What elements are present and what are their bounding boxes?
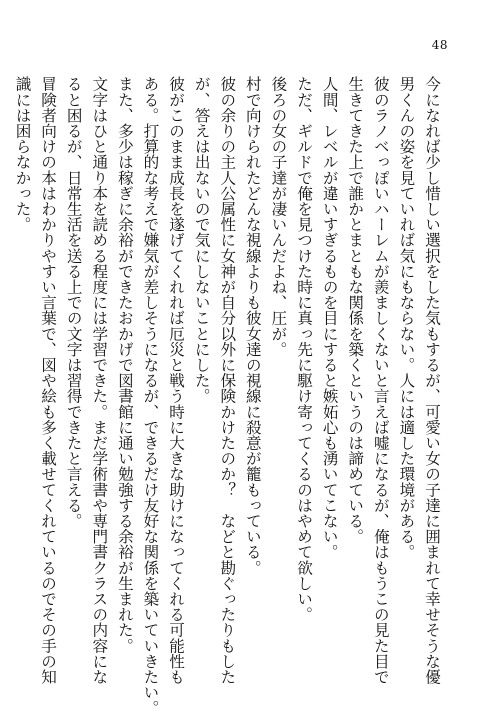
text-line: が、答えは出ないので気にしないことにした。 bbox=[192, 76, 211, 404]
text-line: 彼のラノベっぽいハーレムが羨ましくないと言えば嘘になるが、俺はもうこの見た目で bbox=[371, 76, 390, 685]
vertical-text-body bbox=[9, 76, 444, 716]
text-line: ると困るが、日常生活を送る上での文字は習得できたと言える。 bbox=[64, 76, 83, 529]
text-line: 文字はひと通り本を読める程度には学習できた。まだ学術書や専門書クラスの内容にな bbox=[90, 76, 109, 685]
text-line: 識には困らなかった。 bbox=[13, 76, 32, 232]
page-number: 48 bbox=[431, 38, 448, 52]
text-line: 彼がこのまま成長を遂げてくれれば厄災と戦う時に大きな助けになってくれる可能性も bbox=[167, 76, 186, 685]
text-line: また、多少は稼ぎに余裕ができたおかげで図書館に通い勉強する余裕が生まれた。 bbox=[115, 76, 134, 654]
text-line: 人間、レベルが違いすぎるものを目にすると嫉妬心も湧いてこない。 bbox=[320, 76, 339, 560]
text-line: 彼の余りの主人公属性に女神が自分以外に保険かけたのか？ などと勘ぐったりもした bbox=[218, 76, 237, 685]
text-line: 男くんの姿を見ていれば気にもならない。人には適した環境がある。 bbox=[397, 76, 416, 560]
text-line: 後ろの女の子達が凄いんだよね、圧が。 bbox=[269, 76, 288, 357]
text-line: 生きてきた上で誰かとまともな関係を築くというのは諦めている。 bbox=[346, 76, 365, 544]
text-line: 村で向けられたどんな視線よりも彼女達の視線に殺意が籠もっている。 bbox=[243, 76, 262, 576]
text-line: 今になれば少し惜しい選択をした気もするが、可愛い女の子達に囲まれて幸せそうな優 bbox=[423, 76, 441, 685]
text-line: ある。打算的な考えで嫌気が差しそうになるが、できるだけ友好な関係を築いていきたい。 bbox=[141, 76, 160, 716]
text-line: 冒険者向けの本はわかりやすい言葉で、図や絵も多く載せてくれているのでその手の知 bbox=[39, 76, 58, 685]
text-line: ただ、ギルドで俺を見つけた時に真っ先に駆け寄ってくるのはやめて欲しい。 bbox=[295, 76, 314, 622]
